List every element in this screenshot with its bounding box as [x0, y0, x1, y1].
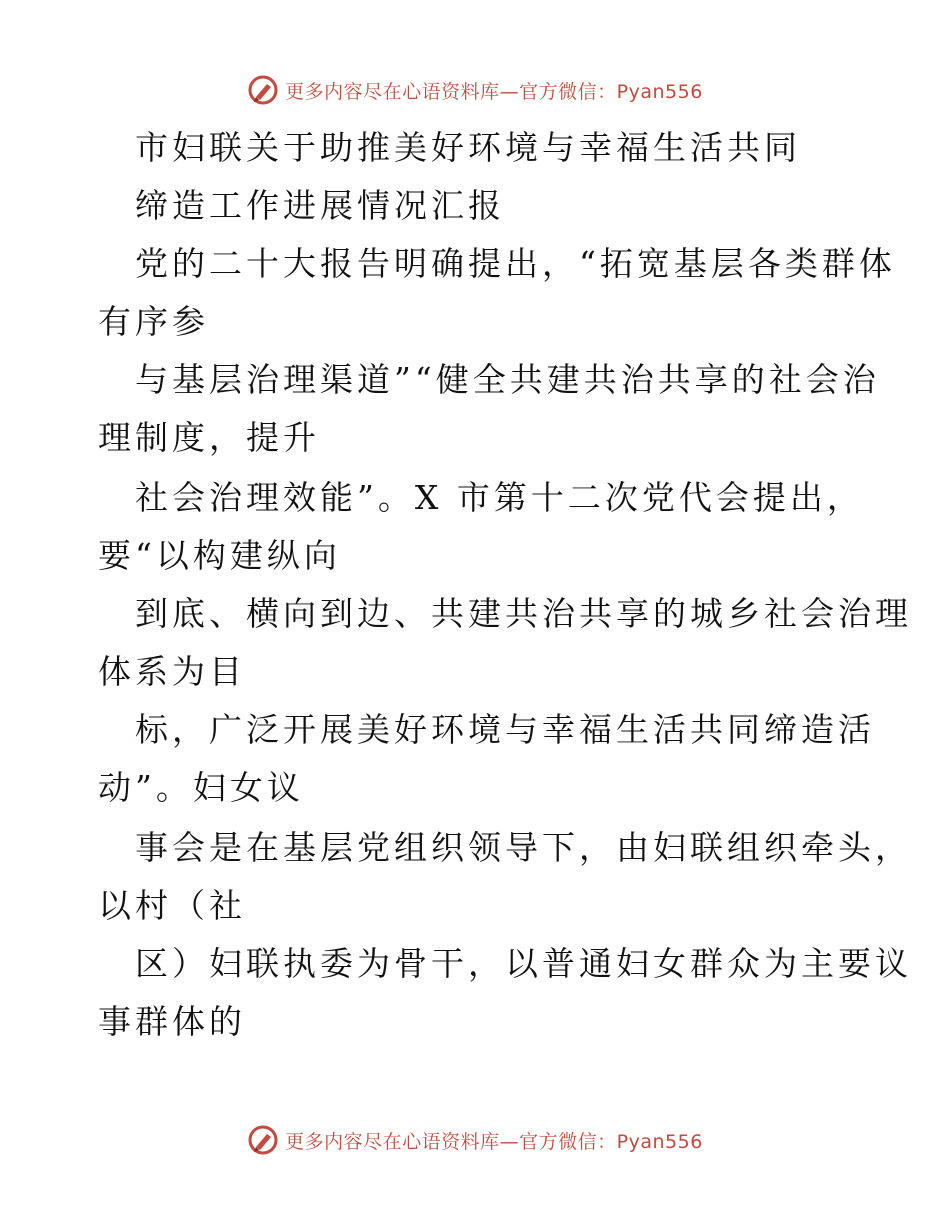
paragraph-line: 体系为目 — [98, 652, 246, 691]
paragraph-line: 有序参 — [98, 302, 209, 341]
paragraph-line: 与基层治理渠道”“健全共建共治共享的社会治 — [135, 360, 880, 399]
paragraph-line: 以村（社 — [98, 886, 246, 925]
paragraph-line: 区）妇联执委为骨干，以普通妇女群众为主要议 — [135, 944, 912, 983]
document-title-line-1: 市妇联关于助推美好环境与幸福生活共同 — [135, 128, 801, 167]
paragraph-line: 党的二十大报告明确提出，“拓宽基层各类群体 — [135, 244, 896, 283]
paragraph-line: 事会是在基层党组织领导下，由妇联组织牵头， — [135, 828, 912, 867]
paragraph-line: 事群体的 — [98, 1002, 246, 1041]
footer-banner-text: 更多内容尽在心语资料库—官方微信：Pyan556 — [285, 1130, 703, 1153]
paragraph-line: 到底、横向到边、共建共治共享的城乡社会治理 — [135, 594, 912, 633]
paragraph-line: 要“以构建纵向 — [98, 536, 341, 575]
paragraph-line: 理制度，提升 — [98, 418, 320, 457]
paragraph-line: 标，广泛开展美好环境与幸福生活共同缔造活 — [135, 710, 875, 749]
footer-banner — [0, 1120, 950, 1160]
header-banner-text: 更多内容尽在心语资料库—官方微信：Pyan556 — [285, 80, 703, 103]
document-title-line-2: 缔造工作进展情况汇报 — [135, 186, 505, 225]
pen-logo-icon — [247, 1124, 279, 1156]
paragraph-line: 社会治理效能”。X 市第十二次党代会提出， — [135, 478, 864, 517]
paragraph-line: 动”。妇女议 — [98, 768, 304, 807]
